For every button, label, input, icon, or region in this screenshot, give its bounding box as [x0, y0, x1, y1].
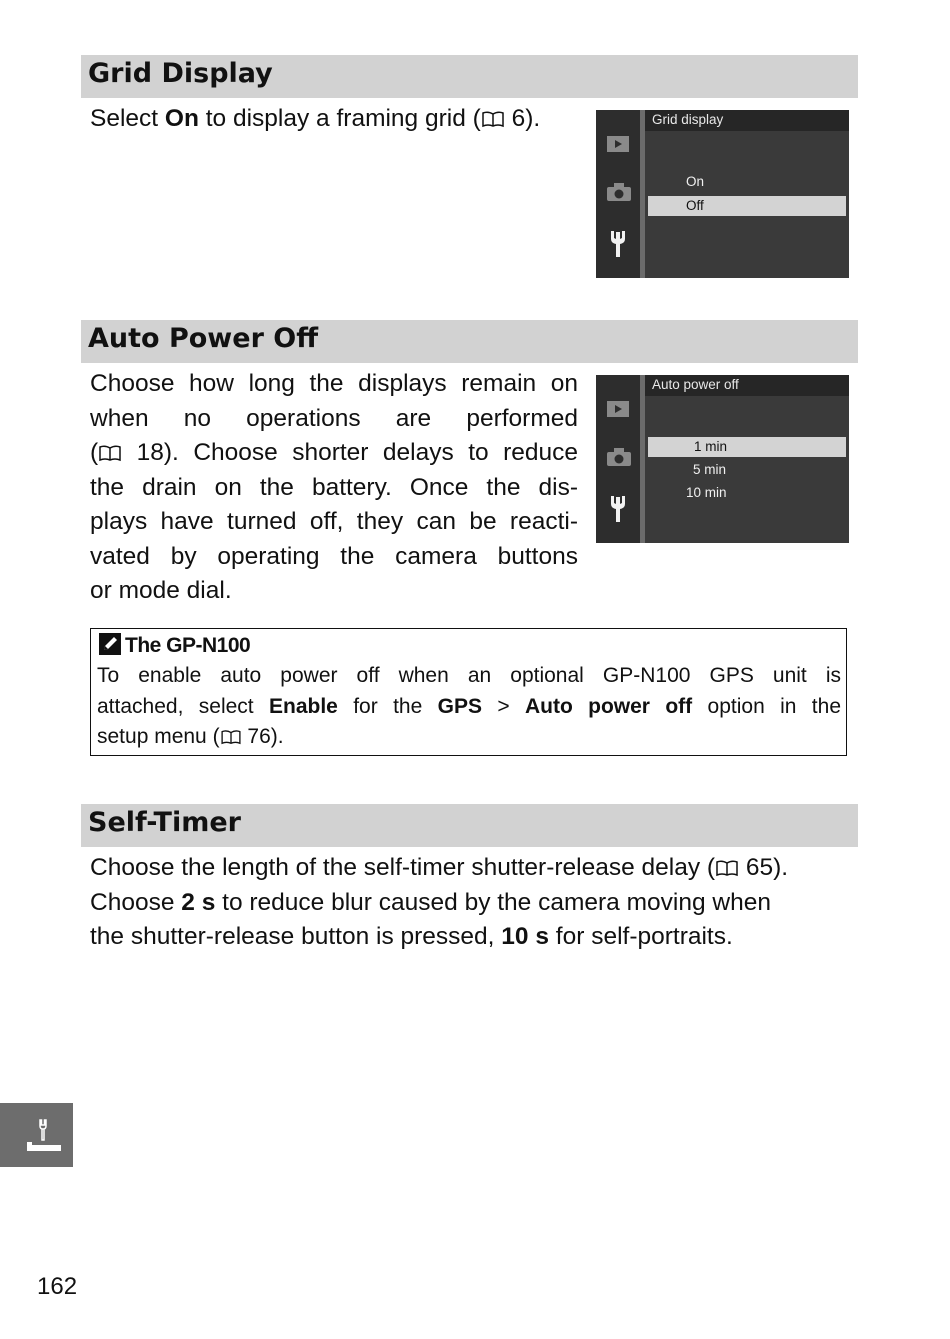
- menu-option-1-min-selected[interactable]: 1 min: [648, 437, 846, 457]
- book-ref-icon: [715, 859, 739, 877]
- wrench-icon: [608, 230, 628, 258]
- setup-tab-icon: [25, 1118, 61, 1154]
- camera-icon: [607, 183, 631, 201]
- heading-text: Auto Power Off: [88, 323, 319, 354]
- on-term: On: [164, 105, 199, 132]
- book-ref-icon: [98, 444, 122, 462]
- wrench-icon: [608, 495, 628, 523]
- playback-icon: [607, 136, 629, 152]
- book-ref-icon: [220, 729, 242, 745]
- setup-menu-tab: [0, 1103, 73, 1167]
- auto-power-off-description: Choose how long the displays remain on when no operations are performed ( 18). Choose shorter delays to reduce the drain on the battery. Once the dis- plays have turned off, they can be reacti- vated by operating the camera buttons or mode dial.: [90, 370, 578, 604]
- camera-icon: [607, 448, 631, 466]
- gp-n100-note: [90, 628, 847, 756]
- auto-power-off-camera-screen: [596, 375, 849, 543]
- section-heading-auto-power-off: [81, 320, 858, 363]
- menu-option-on[interactable]: On: [686, 174, 705, 189]
- grid-display-camera-screen: [596, 110, 849, 278]
- section-heading-grid-display: [81, 55, 858, 98]
- heading-text: Grid Display: [88, 58, 273, 89]
- screen-title: Grid display: [652, 112, 724, 127]
- book-ref-icon: [481, 110, 505, 128]
- menu-option-5-min[interactable]: 5 min: [693, 462, 727, 477]
- screen-title: Auto power off: [652, 377, 739, 392]
- menu-option-10-min[interactable]: 10 min: [686, 485, 727, 500]
- heading-text: Self-Timer: [88, 807, 241, 838]
- page-number: 162: [37, 1273, 78, 1300]
- pencil-icon: [99, 633, 121, 655]
- note-title: The GP-N100: [99, 633, 250, 658]
- note-text: To enable auto power off when an optional GP-N100 GPS unit is attached, select Enable for the GPS > Auto power off option in the setup menu ( 76).: [97, 664, 842, 748]
- self-timer-description: Choose the length of the self-timer shutter-release delay ( 65). Choose 2 s to reduce blur caused by the camera moving when the shutter-release button is pressed, 10 s for self-portraits.: [90, 854, 789, 950]
- section-heading-self-timer: [81, 804, 858, 847]
- grid-display-description: Select On to display a framing grid ( 6).: [90, 105, 541, 132]
- menu-option-off-selected[interactable]: Off: [648, 196, 846, 216]
- playback-icon: [607, 401, 629, 417]
